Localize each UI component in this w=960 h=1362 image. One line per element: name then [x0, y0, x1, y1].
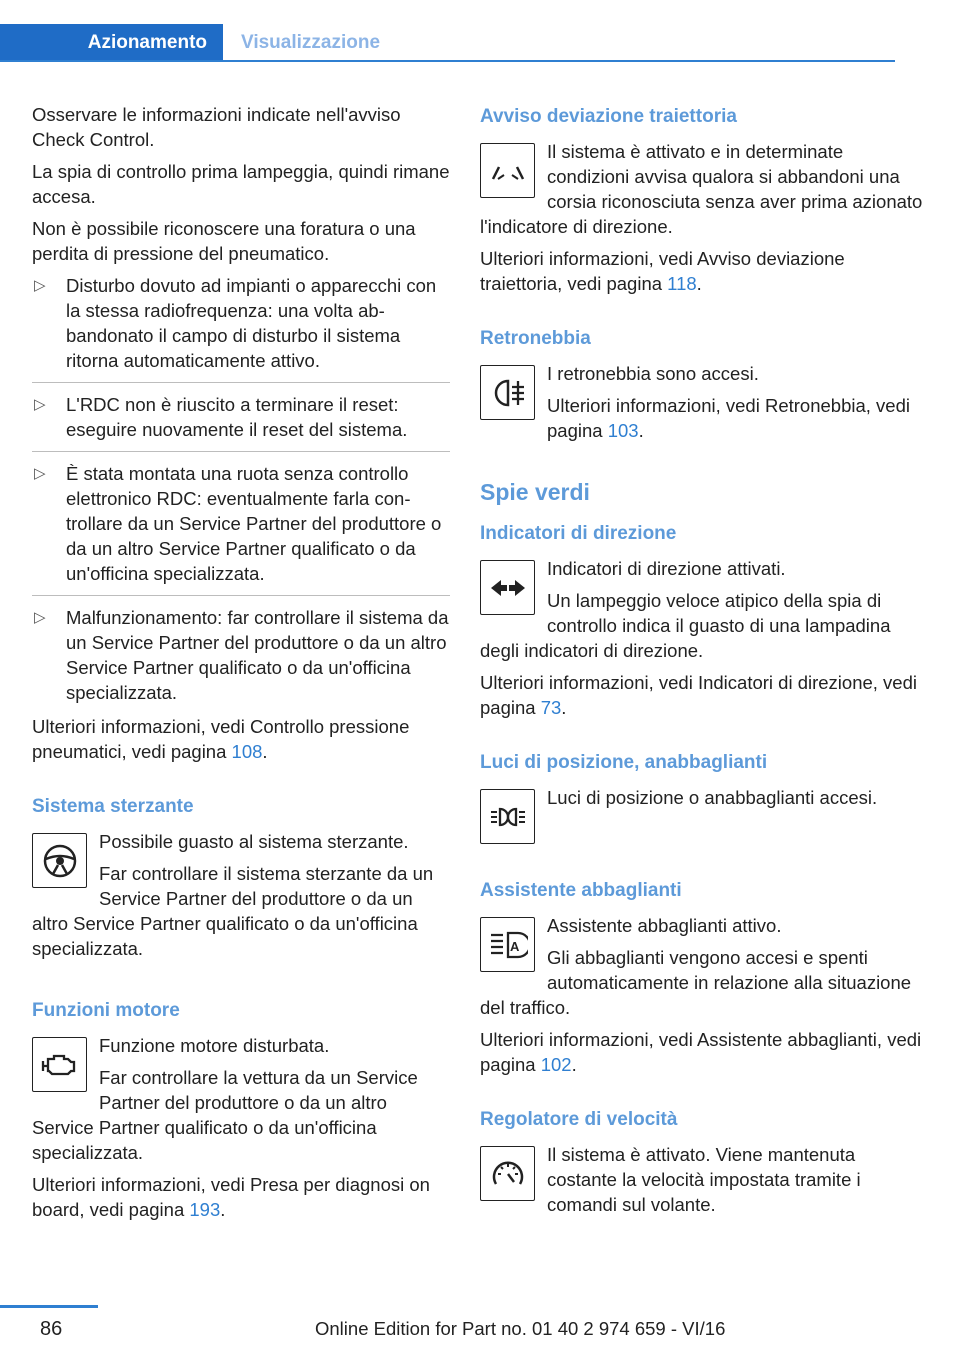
- footer-rule: [0, 1305, 98, 1308]
- page-link[interactable]: 73: [540, 697, 562, 718]
- tab-visualizzazione[interactable]: Visualizzazione: [241, 32, 381, 53]
- list-divider: [32, 595, 450, 596]
- paragraph-abbaglianti-auto: Gli abbaglianti vengono accesi e spenti automaticamente in relazione alla situazione del traffico.: [480, 947, 912, 1018]
- paragraph-velocita: Il sistema è attivato. Viene mantenuta costante la velocità impostata tramite i comandi sul volante.: [547, 1144, 861, 1215]
- retronebbia-block: [480, 361, 926, 450]
- paragraph-traiettoria: Il sistema è attivato e in determinate condizioni avvisa qualora si abbandoni una corsia riconosciuta senza aver prima azionato l'indicatore di direzione.: [480, 141, 923, 237]
- triangle-bullet-icon: ▷: [34, 609, 46, 626]
- heading-indicatori: Indicatori di direzione: [480, 523, 677, 544]
- page-link[interactable]: 102: [540, 1054, 572, 1075]
- side-lights-icon: [480, 789, 535, 844]
- paragraph-check-control: Osservare le informazioni indicate nell'avviso Check Control.: [32, 104, 401, 150]
- steering-wheel-warning-icon: [32, 833, 87, 888]
- header-rule: [0, 60, 895, 62]
- paragraph-motore-controllo: Far controllare la vettura da un Service Partner del produttore o da un altro Service Partner qualificato o da un'officina specializzata.: [32, 1067, 418, 1163]
- triangle-bullet-icon: ▷: [34, 277, 46, 294]
- engine-icon: [32, 1037, 87, 1092]
- paragraph-sterzante-controllo: Far controllare il sistema sterzante da un Service Partner del produttore o da un altro Service Partner qualificato o da un'officina specializzata.: [32, 863, 434, 959]
- paragraph-abbaglianti-attivo: Assistente abbaglianti attivo.: [547, 915, 782, 936]
- edition-text: Online Edition for Part no. 01 40 2 974 659 - VI/16: [315, 1318, 726, 1339]
- paragraph-motore-disturbata: Funzione motore disturbata.: [99, 1035, 330, 1056]
- triangle-bullet-icon: ▷: [34, 465, 46, 482]
- left-column: [32, 102, 450, 1229]
- high-beam-assist-icon: [480, 917, 535, 972]
- list-divider: [32, 382, 450, 383]
- paragraph-indicatori-attivati: Indicatori di direzione attivati.: [547, 558, 786, 579]
- heading-spie-verdi: Spie verdi: [480, 479, 590, 505]
- paragraph-more-info-abbaglianti: Ulteriori informazioni, vedi Assistente abbaglianti, vedi pagina 102.: [480, 1029, 922, 1075]
- sterzante-block: [32, 829, 450, 968]
- heading-assistente-abbaglianti: Assistente abbaglianti: [480, 880, 682, 901]
- turn-signal-arrows-icon: [480, 560, 535, 615]
- luci-block: [480, 785, 926, 848]
- paragraph-spia: La spia di controllo prima lampeggia, quindi rimane accesa.: [32, 161, 450, 207]
- heading-regolatore-velocita: Regolatore di velocità: [480, 1109, 678, 1130]
- paragraph-more-info-diagnosi: Ulteriori informazioni, vedi Presa per diagnosi on board, vedi pagina 193.: [32, 1174, 430, 1220]
- paragraph-retronebbia: I retronebbia sono accesi.: [547, 363, 759, 384]
- list-divider: [32, 451, 450, 452]
- heading-funzioni-motore: Funzioni motore: [32, 1000, 180, 1021]
- paragraph-sterzante-guasto: Possibile guasto al sistema sterzante.: [99, 831, 409, 852]
- indicatori-block: [480, 556, 926, 670]
- paragraph-more-info-retronebbia: Ulteriori informazioni, vedi Retronebbia, vedi pagina 103.: [547, 395, 910, 441]
- tab-azionamento[interactable]: Azionamento: [0, 24, 223, 62]
- page-link[interactable]: 108: [231, 741, 263, 762]
- rear-fog-light-icon: [480, 365, 535, 420]
- lane-departure-icon: [480, 143, 535, 198]
- page-link[interactable]: 118: [667, 273, 697, 294]
- svg-text:A: A: [509, 938, 519, 954]
- list-item: ▷ Malfunzionamento: far controllare il sistema da un Service Partner del produttore o da un altro Service Partner qualificato o da un'officina specializzata.: [34, 607, 449, 703]
- abbaglianti-block: [480, 913, 926, 1027]
- list-item: ▷ È stata montata una ruota senza controllo elettronico RDC: eventualmente farla controllare da un Service Partner del produttore o da un altro Service Partner qualificato o da un'officina specializzata.: [34, 463, 442, 584]
- heading-avviso-traiettoria: Avviso deviazione traiettoria: [480, 106, 737, 127]
- traiettoria-block: [480, 139, 926, 246]
- heading-luci-posizione: Luci di posizione, anabbaglianti: [480, 752, 768, 773]
- header-tabs: [0, 24, 895, 62]
- page-link[interactable]: 193: [189, 1199, 221, 1220]
- page-number: 86: [40, 1318, 63, 1340]
- triangle-bullet-icon: ▷: [34, 396, 46, 413]
- paragraph-indicatori-lampeggio: Un lampeggio veloce atipico della spia di controllo indica il guasto di una lampadina degli indicatori di direzione.: [480, 590, 891, 661]
- velocita-block: [480, 1142, 926, 1224]
- paragraph-more-info-rdc: Ulteriori informazioni, vedi Controllo pressione pneumatici, vedi pagina 108.: [32, 716, 410, 762]
- heading-retronebbia: Retronebbia: [480, 328, 591, 349]
- paragraph-more-info-indicatori: Ulteriori informazioni, vedi Indicatori di direzione, vedi pagina 73.: [480, 672, 917, 718]
- page-link[interactable]: 103: [607, 420, 639, 441]
- cruise-control-icon: [480, 1146, 535, 1201]
- heading-sistema-sterzante: Sistema sterzante: [32, 796, 194, 817]
- cause-list: [32, 273, 450, 705]
- list-item: ▷ Disturbo dovuto ad impianti o apparecchi con la stessa radiofrequenza: una volta abbandonato il campo di disturbo il sistema ritorna automaticamente attivo.: [34, 275, 437, 371]
- paragraph-foratura: Non è possibile riconoscere una foratura o una perdita di pressione del pneumatico.: [32, 218, 416, 264]
- right-column: [480, 102, 926, 1224]
- motore-block: [32, 1033, 450, 1172]
- list-item: ▷ L'RDC non è riuscito a terminare il reset: eseguire nuovamente il reset del sistema.: [34, 394, 408, 440]
- paragraph-more-info-traiettoria: Ulteriori informazioni, vedi Avviso deviazione traiettoria, vedi pagina 118.: [480, 248, 845, 294]
- paragraph-luci: Luci di posizione o anabbaglianti accesi.: [547, 787, 878, 808]
